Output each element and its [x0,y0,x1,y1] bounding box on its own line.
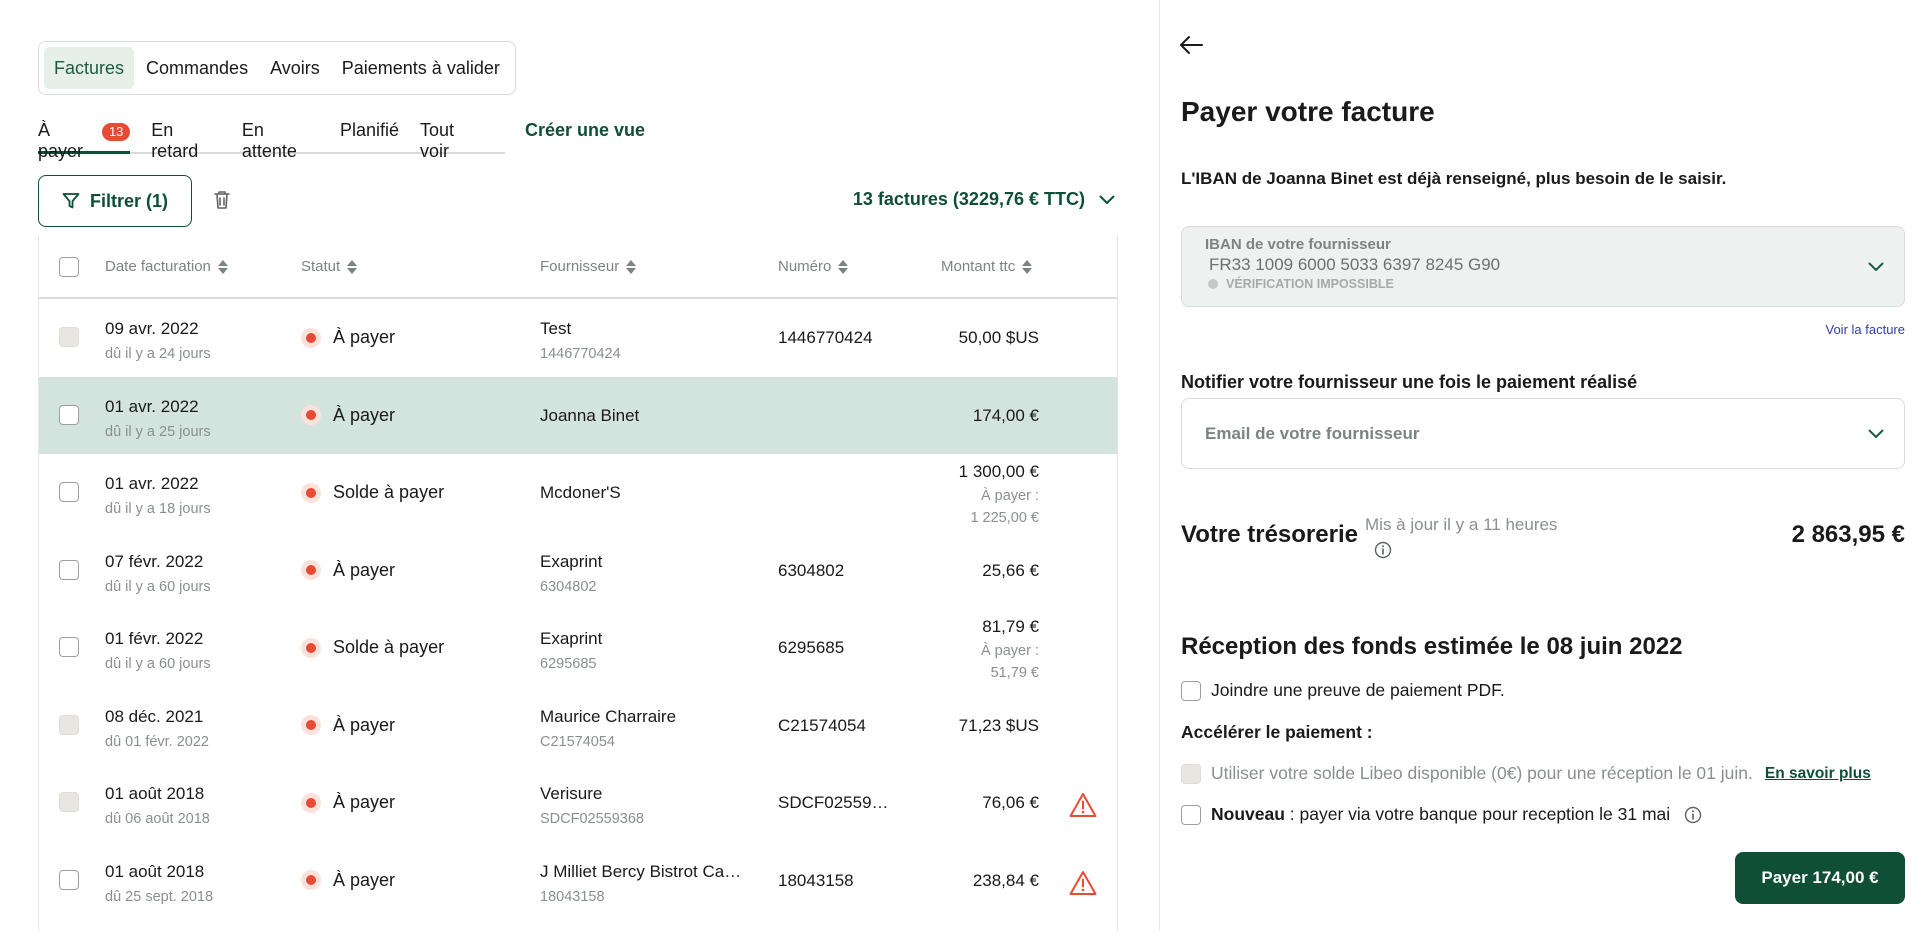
filter-icon [62,192,80,210]
column-amount[interactable] [941,258,1032,275]
count-badge: 13 [102,123,130,141]
supplier-ref: 6304802 [540,578,597,595]
bank-payment-option[interactable] [1181,804,1702,825]
invoice-amount: 76,06 € [982,793,1039,812]
due-text: dû il y a 18 jours [105,501,211,517]
column-status-label: Statut [301,258,341,275]
create-view-link[interactable]: Créer une vue [525,120,646,140]
warning-icon[interactable] [1069,792,1097,818]
invoice-date: 01 avr. 2022 [105,474,199,493]
panel-title: Payer votre facture [1181,96,1435,127]
column-supplier[interactable] [540,258,636,275]
info-icon[interactable] [1684,806,1702,824]
supplier-name: Maurice Charraire [540,706,677,726]
arrow-left-icon[interactable] [1178,34,1204,56]
row-date [105,784,210,827]
column-status[interactable] [301,258,357,275]
status-dot-icon [301,560,321,580]
supplier-name: Joanna Binet [540,405,640,425]
supplier-ref: SDCF02559368 [540,811,644,827]
filter-label: Filtrer (1) [89,190,168,211]
pay-button[interactable]: Payer 174,00 € [1735,852,1905,904]
attach-proof-option[interactable] [1181,680,1505,701]
invoice-date: 01 avr. 2022 [105,396,199,416]
status-dot-icon [301,483,321,503]
supplier-name: Test [540,319,572,338]
column-number[interactable] [778,258,848,275]
invoice-date: 09 avr. 2022 [105,319,199,338]
supplier-name: Verisure [540,784,603,803]
row-supplier [540,707,676,750]
row-checkbox[interactable] [59,715,79,735]
due-text: dû 25 sept. 2018 [105,888,214,905]
row-checkbox[interactable] [59,405,79,425]
bank-payment-label [1211,804,1670,825]
table-row[interactable] [39,842,1117,920]
invoice-number: 6295685 [778,638,845,657]
treasury-updated: Mis à jour il y a 11 heures [1365,515,1558,534]
row-status [301,405,395,426]
warning-icon[interactable] [1069,870,1097,896]
new-label: Nouveau [1211,804,1285,824]
sort-icon [218,259,228,275]
see-invoice-link[interactable]: Voir la facture [1825,322,1905,337]
invoice-summary[interactable] [853,189,1115,210]
invoice-number: 18043158 [778,870,854,890]
supplier-ref: C21574054 [540,733,615,750]
row-supplier [540,784,644,827]
invoice-amount-block [959,462,1039,529]
table-header [39,236,1117,299]
row-status [301,637,444,658]
libeo-balance-option [1181,763,1871,784]
remaining-label: À payer : [980,643,1039,659]
bank-payment-checkbox[interactable] [1181,805,1201,825]
status-dot-icon [301,405,321,425]
view-tab-pending[interactable]: En attente [241,120,297,161]
trash-icon[interactable] [210,188,234,212]
remaining-amount: 1 225,00 € [970,510,1039,526]
row-status [301,715,395,736]
row-checkbox[interactable] [59,792,79,812]
iban-status [1208,277,1394,291]
view-tab-planned[interactable]: Planifié [339,120,400,140]
invoice-number: C21574054 [778,715,866,735]
chevron-down-icon [1868,262,1884,272]
invoice-table [38,236,1118,931]
row-date [105,319,211,362]
row-checkbox[interactable] [59,637,79,657]
row-checkbox[interactable] [59,482,79,502]
invoice-amount: 238,84 € [972,870,1039,890]
supplier-ref: 18043158 [540,888,605,905]
column-date-label: Date facturation [105,258,211,275]
status-label: À payer [333,559,396,580]
supplier-name: Exaprint [540,551,603,571]
table-row[interactable] [39,609,1117,687]
status-label: À payer [333,792,396,812]
row-supplier [540,629,602,672]
tab-commandes[interactable]: Commandes [146,57,249,78]
reception-title: Réception des fonds estimée le 08 juin 2022 [1181,633,1683,660]
libeo-balance-label: Utiliser votre solde Libeo disponible (0€) pour une réception le 01 juin. [1211,763,1753,783]
row-status [301,792,395,813]
row-date [105,397,211,440]
sort-icon [1022,259,1032,275]
row-date [105,862,213,905]
invoice-number: 1446770424 [778,328,873,347]
row-date [105,474,211,517]
invoice-number: 6304802 [778,560,845,580]
chevron-down-icon [1099,195,1115,205]
invoice-date: 01 févr. 2022 [105,629,204,648]
status-dot-icon [301,715,321,735]
sort-icon [626,259,636,275]
learn-more-link[interactable]: En savoir plus [1764,764,1871,782]
iban-value: FR33 1009 6000 5033 6397 8245 G90 [1209,255,1501,274]
view-tab-to-pay[interactable] [38,116,130,161]
tab-factures[interactable]: Factures [44,47,134,89]
row-supplier [540,319,621,362]
remaining-label: À payer : [980,488,1039,504]
column-supplier-label: Fournisseur [540,258,620,275]
select-all-checkbox[interactable] [59,257,79,277]
view-tab-all[interactable]: Tout voir [420,120,455,161]
document-type-tabs [38,41,516,95]
row-checkbox[interactable] [59,870,79,890]
sort-icon [347,259,357,275]
column-date[interactable] [105,258,228,275]
row-date [105,552,211,595]
attach-proof-label: Joindre une preuve de paiement PDF. [1211,680,1505,700]
summary-text: 13 factures (3229,76 € TTC) [852,189,1085,209]
due-text: dû il y a 24 jours [105,346,211,362]
invoice-number: SDCF02559… [778,793,889,812]
info-icon[interactable] [1374,541,1392,559]
due-text: dû 01 févr. 2022 [105,733,209,750]
treasury-title: Votre trésorerie [1181,521,1358,548]
invoice-date: 07 févr. 2022 [105,551,204,571]
row-date [105,629,211,672]
invoice-amount-block [981,617,1039,684]
libeo-balance-checkbox[interactable] [1181,764,1201,784]
table-row[interactable] [39,299,1117,377]
invoice-amount: 25,66 € [982,560,1039,580]
table-row-selected[interactable] [39,377,1117,455]
tab-avoirs[interactable]: Avoirs [270,57,320,78]
remaining-amount: 51,79 € [990,665,1039,681]
supplier-email-select[interactable] [1181,398,1905,469]
supplier-ref: 1446770424 [540,346,621,362]
invoice-date: 08 déc. 2021 [105,706,204,726]
treasury-amount: 2 863,95 € [1791,521,1905,548]
notify-title: Notifier votre fournisseur une fois le paiement réalisé [1181,372,1638,392]
table-row[interactable] [39,764,1117,842]
status-label: À payer [333,869,396,890]
row-status [301,870,395,891]
status-dot-icon [1208,279,1218,289]
iban-label: IBAN de votre fournisseur [1205,236,1391,253]
status-dot-icon [301,870,321,890]
tab-paiements-a-valider[interactable]: Paiements à valider [341,57,500,78]
status-label: Solde à payer [333,637,445,657]
status-label: Solde à payer [333,482,445,502]
invoice-amount: 174,00 € [972,405,1039,425]
payment-panel [1159,0,1920,931]
row-status [301,482,444,503]
row-supplier [540,862,741,905]
chevron-down-icon [1868,429,1884,439]
status-label: À payer [333,327,396,347]
row-checkbox[interactable] [59,327,79,347]
row-checkbox[interactable] [59,560,79,580]
view-tab-late[interactable]: En retard [151,120,199,161]
status-label: À payer [333,404,396,425]
accelerate-title: Accélérer le paiement : [1181,722,1373,742]
invoice-date: 01 août 2018 [105,784,205,803]
view-tabs [38,116,505,161]
invoice-amount: 81,79 € [982,617,1039,636]
table-row[interactable] [39,687,1117,765]
iban-status-label: VÉRIFICATION IMPOSSIBLE [1226,277,1394,291]
status-dot-icon [301,638,321,658]
row-supplier [540,552,602,595]
bank-option-text: : payer via votre banque pour reception le 31 mai [1284,804,1671,824]
supplier-ref: 6295685 [540,656,597,672]
supplier-name: Mcdoner'S [540,483,621,502]
status-dot-icon [301,328,321,348]
due-text: dû 06 août 2018 [105,811,210,827]
email-placeholder: Email de votre fournisseur [1205,424,1420,443]
supplier-name: Exaprint [540,629,603,648]
table-row[interactable] [39,532,1117,610]
invoice-date: 01 août 2018 [105,861,205,881]
status-dot-icon [301,793,321,813]
column-amount-label: Montant ttc [941,258,1016,275]
view-tab-label: À payer [38,120,84,161]
sort-icon [838,259,848,275]
iban-select[interactable] [1181,226,1905,307]
supplier-name: J Milliet Bercy Bistrot Ca… [540,861,742,881]
column-number-label: Numéro [778,258,832,275]
invoice-amount: 50,00 $US [958,328,1039,347]
due-text: dû il y a 25 jours [105,423,211,440]
row-date [105,707,209,750]
attach-proof-checkbox[interactable] [1181,681,1201,701]
invoice-amount: 71,23 $US [958,715,1039,735]
status-label: À payer [333,714,396,735]
invoice-amount: 1 300,00 € [958,462,1039,481]
due-text: dû il y a 60 jours [105,656,211,672]
row-status [301,560,395,581]
row-status [301,327,395,348]
due-text: dû il y a 60 jours [105,578,211,595]
table-row[interactable] [39,454,1117,532]
iban-info-text: L'IBAN de Joanna Binet est déjà renseigné, plus besoin de le saisir. [1181,169,1727,188]
filter-button[interactable] [38,175,192,227]
